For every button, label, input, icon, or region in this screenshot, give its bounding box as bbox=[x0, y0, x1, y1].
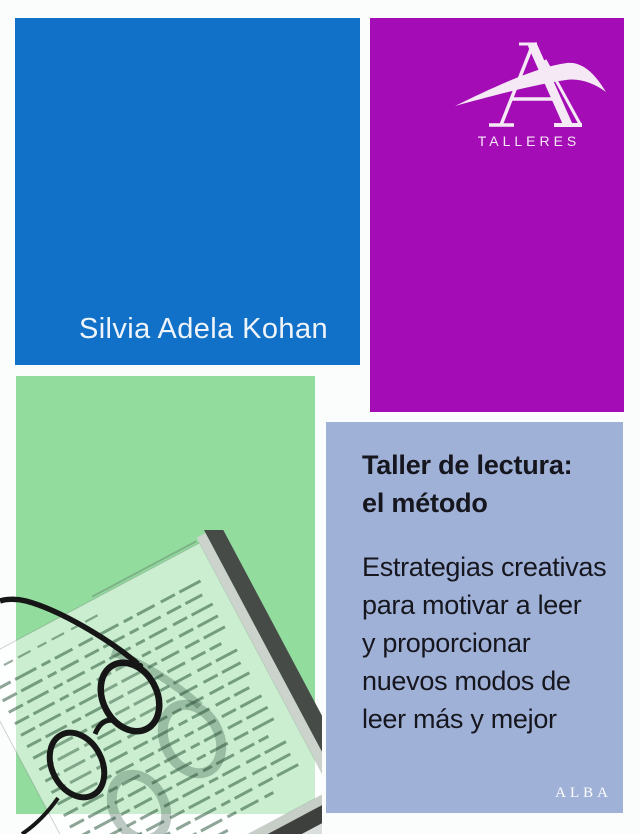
series-label: TALLERES bbox=[477, 133, 581, 149]
title-line-2: el método bbox=[362, 488, 488, 518]
subtitle-line: leer más y mejor bbox=[362, 704, 557, 734]
book-subtitle bbox=[362, 548, 623, 738]
subtitle-line: nuevos modos de bbox=[362, 666, 571, 696]
series-panel bbox=[370, 18, 624, 412]
photo-panel bbox=[16, 376, 315, 814]
subtitle-line: y proporcionar bbox=[362, 628, 531, 658]
title-panel bbox=[326, 422, 623, 813]
publisher-name: ALBA bbox=[555, 785, 612, 801]
book-title bbox=[362, 446, 623, 522]
author-name: Silvia Adela Kohan bbox=[78, 313, 328, 345]
author-panel bbox=[15, 18, 360, 365]
title-line-1: Taller de lectura: bbox=[362, 450, 573, 480]
alba-logo-icon bbox=[370, 18, 624, 188]
subtitle-line: para motivar a leer bbox=[362, 590, 582, 620]
subtitle-line: Estrategias creativas bbox=[362, 552, 607, 582]
